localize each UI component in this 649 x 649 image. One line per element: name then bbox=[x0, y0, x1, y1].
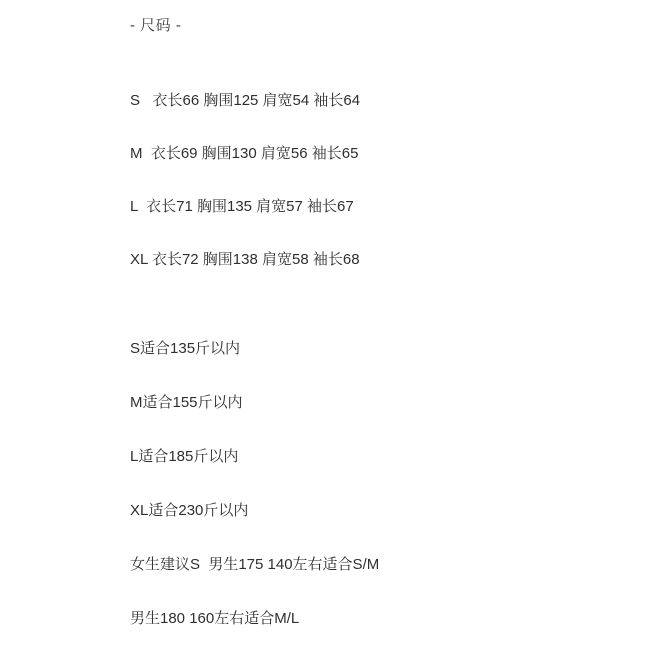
fit-note-male-180: 男生180 160左右适合M/L bbox=[130, 610, 300, 627]
fit-recommendation-list bbox=[130, 340, 630, 628]
fit-note-female-male-175: 女生建议S 男生175 140左右适合S/M bbox=[130, 556, 380, 573]
document-content bbox=[130, 0, 630, 628]
fit-note-m: M适合155斤以内 bbox=[130, 394, 243, 411]
size-spec-list bbox=[130, 92, 630, 269]
size-spec-row-l: L 衣长71 胸围135 肩宽57 袖长67 bbox=[130, 198, 354, 215]
size-spec-row-m: M 衣长69 胸围130 肩宽56 袖长65 bbox=[130, 145, 359, 162]
size-spec-row-s: S 衣长66 胸围125 肩宽54 袖长64 bbox=[130, 92, 361, 109]
fit-note-s: S适合135斤以内 bbox=[130, 340, 241, 357]
size-spec-row-xl: XL 衣长72 胸围138 肩宽58 袖长68 bbox=[130, 251, 360, 268]
page-title: - 尺码 - bbox=[130, 17, 182, 34]
fit-note-l: L适合185斤以内 bbox=[130, 448, 239, 465]
fit-note-xl: XL适合230斤以内 bbox=[130, 502, 249, 519]
